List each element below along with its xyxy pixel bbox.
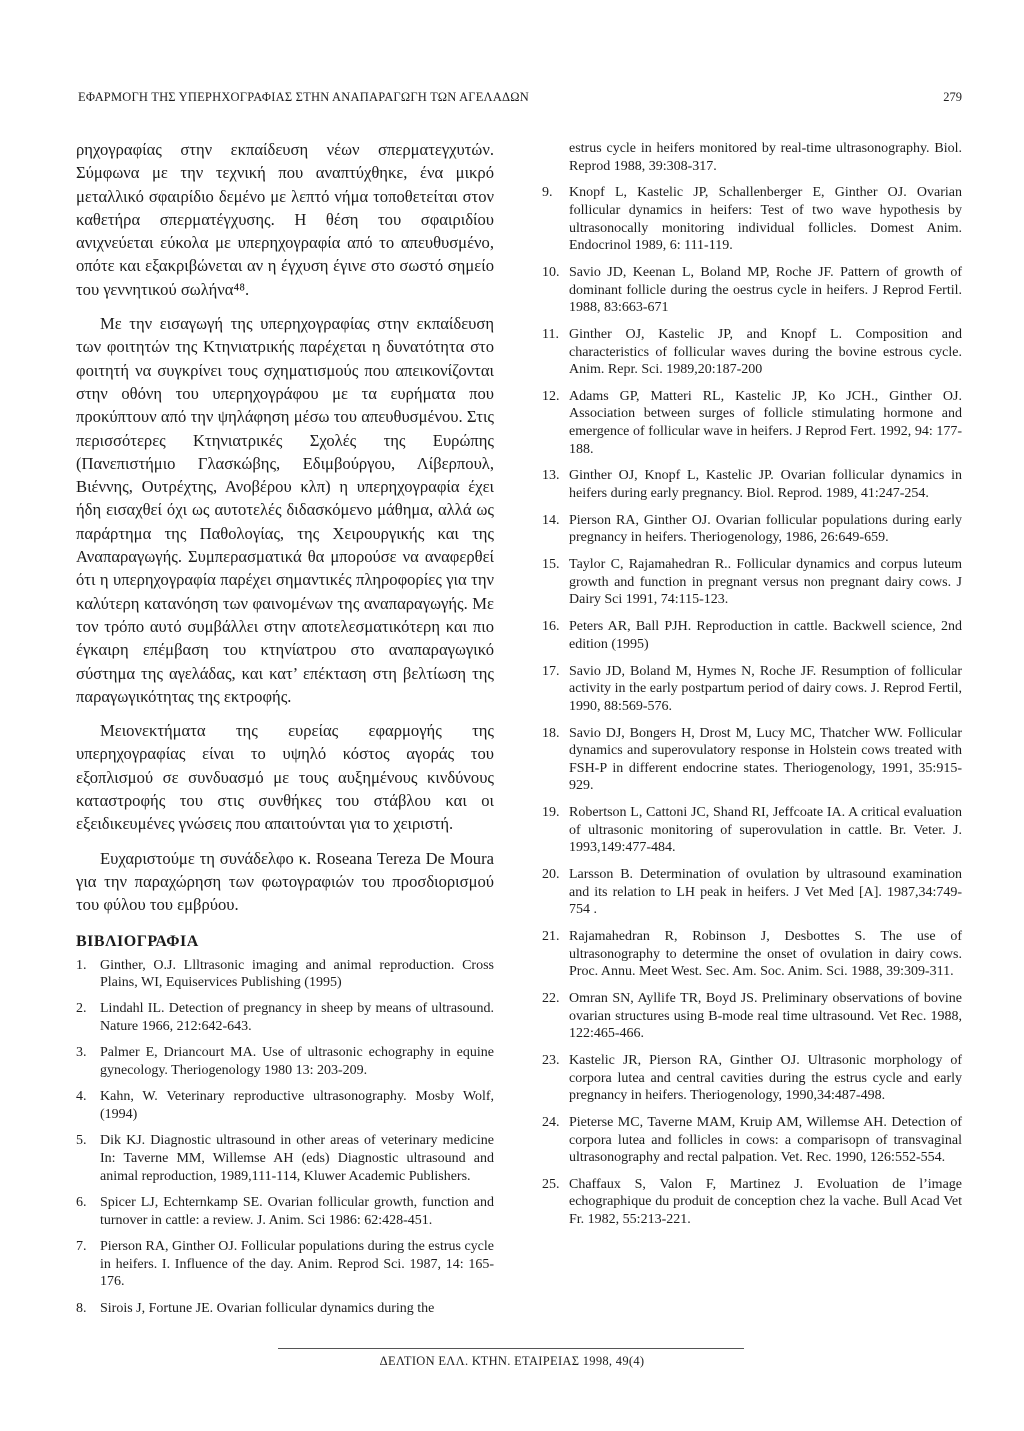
reference-text: Sirois J, Fortune JE. Ovarian follicular dynamics during the bbox=[100, 1300, 435, 1316]
right-column bbox=[542, 140, 962, 1238]
reference-number: 21. bbox=[542, 929, 560, 944]
reference-text: Omran SN, Ayllife TR, Boyd JS. Preliminary observations of bovine ovarian structures using B-mode real time ultrasound. Vet Rec. 1988, 122:465-466. bbox=[569, 990, 962, 1042]
body-paragraph: Ευχαριστούμε τη συνάδελφο κ. Roseana Tereza De Moura για την παραχώρηση των φωτογραφιών του προσδιορισμού του φύλου του εμβρύου. bbox=[76, 848, 494, 915]
page-number: 279 bbox=[943, 90, 962, 104]
reference-item bbox=[569, 140, 962, 175]
reference-text: Peters AR, Ball PJH. Reproduction in cattle. Backwell science, 2nd edition (1995) bbox=[569, 619, 962, 652]
reference-text: Robertson L, Cattoni JC, Shand RI, Jeffcoate IA. A critical evaluation of ultrasonic monitoring of superovulation in cattle. Br. Veter. J. 1993,149:477-484. bbox=[569, 805, 962, 856]
reference-item bbox=[542, 326, 962, 379]
running-header-title: ΕΦΑΡΜΟΓΗ ΤΗΣ ΥΠΕΡΗΧΟΓΡΑΦΙΑΣ ΣΤΗΝ ΑΝΑΠΑΡΑΓΩΓΗ ΤΩΝ ΑΓΕΛΑΔΩΝ bbox=[78, 90, 529, 104]
journal-footer: ΔΕΛΤΙΟΝ ΕΛΛ. ΚΤΗΝ. ΕΤΑΙΡΕΙΑΣ 1998, 49(4) bbox=[379, 1354, 645, 1368]
reference-text: Taylor C, Rajamahedran R.. Follicular dynamics and corpus luteum growth and function in pregnant versus non pregnant dairy cows. J Dairy Sci 1991, 74:115-123. bbox=[569, 557, 962, 608]
reference-text: Lindahl IL. Detection of pregnancy in sheep by means of ultrasound. Nature 1966, 212:642-643. bbox=[100, 1001, 494, 1035]
reference-item bbox=[542, 264, 962, 317]
reference-text: Kastelic JR, Pierson RA, Ginther OJ. Ultrasonic morphology of corpora lutea and central cavities during the estrus cycle and early pregnancy in heifers. Theriogenology, 1990,34:487-498. bbox=[569, 1052, 962, 1104]
reference-text: Pierson RA, Ginther OJ. Ovarian follicular populations during early pregnancy in heifers. Theriogenology, 1986, 26:649-659. bbox=[569, 512, 962, 546]
reference-number: 15. bbox=[542, 557, 560, 573]
reference-number: 10. bbox=[542, 264, 560, 280]
reference-item bbox=[76, 1300, 494, 1318]
running-header bbox=[78, 90, 962, 114]
reference-number: 2. bbox=[76, 1001, 87, 1017]
reference-number: 16. bbox=[542, 619, 560, 635]
reference-number: 6. bbox=[76, 1195, 87, 1211]
left-column bbox=[76, 138, 494, 1326]
reference-text: Pieterse MC, Taverne MAM, Kruip AM, Willemse AH. Detection of corpora lutea and follicles in cows: a comparisopn of transvaginal ultrasonography and rectal palpation. Vet. Rec. 1990, 126:552-554. bbox=[569, 1114, 962, 1166]
reference-text: Adams GP, Matteri RL, Kastelic JP, Ko JCH., Ginther OJ. Association between surges of follicle stimulating hormone and emergence of follicular wave in heifers. J Reprod Fert. 1992, 94: 177-188. bbox=[569, 388, 962, 457]
reference-number: 25. bbox=[542, 1176, 560, 1192]
reference-item bbox=[542, 866, 962, 919]
body-paragraph: ρηχογραφίας στην εκπαίδευση νέων σπερματεγχυτών. Σύμφωνα με την τεχνική που αναπτύχθηκε, ένα μικρό μεταλλικό σφαιρίδιο δεμένο με λεπτό νήμα τοποθετείται στον καθετήρα σπερματέγχυσης. Η θέση του σφαιριδίου ανιχνεύεται εύκολα με υπερηχογραφία από το απευθυσμένο, οπότε και εξακριβώνεται αν η έγχυση έγινε στο σωστό σημείο του γεννητικού σωλήνα⁴⁸. bbox=[76, 140, 494, 299]
reference-number: 11. bbox=[542, 326, 559, 342]
reference-item bbox=[542, 663, 962, 716]
reference-item bbox=[542, 618, 962, 653]
reference-item bbox=[542, 467, 962, 502]
reference-number: 7. bbox=[76, 1239, 87, 1254]
reference-text: estrus cycle in heifers monitored by real-time ultrasonography. Biol. Reprod 1988, 39:308-317. bbox=[569, 141, 962, 174]
reference-text: Rajamahedran R, Robinson J, Desbottes S. The use of ultrasonography to determine the onset of ovulation in dairy cows. Proc. Annu. Meet West. Sec. Am. Soc. Anim. Sci. 1988, 39:309-311. bbox=[569, 929, 962, 980]
reference-item bbox=[76, 1044, 494, 1079]
reference-item bbox=[542, 1176, 962, 1229]
reference-text: Chaffaux S, Valon F, Martinez J. Evoluation de l’image echographique du produit de conception chez la vache. Bull Acad Vet Fr. 1982, 55:213-221. bbox=[569, 1176, 962, 1228]
reference-item bbox=[542, 990, 962, 1043]
reference-text: Ginther OJ, Knopf L, Kastelic JP. Ovarian follicular dynamics in heifers during early pregnancy. Biol. Reprod. 1989, 41:247-254. bbox=[569, 468, 962, 502]
reference-text: Larsson B. Determination of ovulation by ultrasound examination and its relation to LH peak in heifers. J Vet Med [A]. 1987,34:749-754 . bbox=[569, 867, 962, 918]
reference-text: Ginther OJ, Kastelic JP, and Knopf L. Composition and characteristics of follicular waves during the bovine estrous cycle. Anim. Repr. Sci. 1989,20:187-200 bbox=[569, 326, 962, 378]
bibliography-heading: ΒΙΒΛΙΟΓΡΑΦΙΑ bbox=[76, 932, 199, 950]
reference-number: 19. bbox=[542, 805, 560, 821]
reference-item bbox=[76, 1238, 494, 1291]
reference-number: 1. bbox=[76, 957, 87, 973]
reference-number: 24. bbox=[542, 1114, 560, 1130]
reference-item bbox=[76, 1194, 494, 1229]
reference-number: 18. bbox=[542, 725, 560, 741]
reference-text: Savio DJ, Bongers H, Drost M, Lucy MC, Thatcher WW. Follicular dynamics and superovulatory response in Holstein cows treated with FSH-P in different endocrine states. Theriogenology, 1991, 35:915-929. bbox=[569, 725, 962, 794]
reference-number: 22. bbox=[542, 990, 560, 1006]
reference-item bbox=[542, 388, 962, 458]
reference-item bbox=[542, 1052, 962, 1105]
reference-item bbox=[542, 804, 962, 857]
reference-number: 20. bbox=[542, 867, 560, 883]
reference-number: 4. bbox=[76, 1089, 87, 1105]
reference-item bbox=[542, 512, 962, 547]
reference-item bbox=[542, 556, 962, 609]
reference-item bbox=[76, 1088, 494, 1123]
reference-number: 23. bbox=[542, 1052, 560, 1068]
reference-number: 5. bbox=[76, 1133, 87, 1149]
reference-number: 9. bbox=[542, 185, 553, 201]
reference-text: Savio JD, Keenan L, Boland MP, Roche JF. Pattern of growth of dominant follicle during the oestrus cycle in heifers. J Reprod Fertil. 1988, 83:663-671 bbox=[569, 264, 962, 316]
body-paragraph: Μειονεκτήματα της ευρείας εφαρμογής της υπερηχογραφίας είναι το υψηλό κόστος αγοράς του εξοπλισμού σε συνδυασμό με τους αυξημένους κινδύνους καταστροφής του στις συνθήκες του στάβλου και οι εξειδικευμένες γνώσεις που απαιτούνται για το χειριστή. bbox=[76, 721, 494, 834]
reference-item bbox=[76, 957, 494, 992]
reference-item bbox=[542, 928, 962, 981]
reference-text: Kahn, W. Veterinary reproductive ultrasonography. Mosby Wolf, (1994) bbox=[100, 1089, 494, 1123]
reference-number: 8. bbox=[76, 1300, 87, 1316]
footer-divider bbox=[278, 1348, 744, 1349]
reference-number: 14. bbox=[542, 512, 560, 528]
reference-item bbox=[76, 1000, 494, 1035]
reference-item bbox=[76, 1132, 494, 1185]
reference-text: Pierson RA, Ginther OJ. Follicular populations during the estrus cycle in heifers. I. Influence of the day. Anim. Reprod Sci. 1987, 14: 165-176. bbox=[100, 1239, 494, 1290]
reference-text: Dik KJ. Diagnostic ultrasound in other areas of veterinary medicine In: Taverne MM, Willemse AH (eds) Diagnostic ultrasound and animal reproduction, 1989,111-114, Kluwer Academic Publishers. bbox=[100, 1133, 494, 1184]
reference-item bbox=[542, 1114, 962, 1167]
reference-number: 3. bbox=[76, 1045, 87, 1061]
body-paragraph: Με την εισαγωγή της υπερηχογραφίας στην εκπαίδευση των φοιτητών της Κτηνιατρικής παρέχεται η δυνατότητα στο φοιτητή να συγκρίνει τους σχηματισμούς που απεικονίζονται στην οθόνη του υπερηχογράφου με τα ευρήματα που προκύπτουν από την ψηλάφηση μέσω του απευθυσμένου. Στις περισσότερες Κτηνιατρικές Σχολές της Ευρώπης (Πανεπιστήμιο Γλασκώβης, Εδιμβούργου, Λίβερπουλ, Βιέννης, Ουτρέχτης, Ανοβέρου κλπ) η υπερηχογραφία έχει ήδη εισαχθεί όχι ως αυτοτελές διδασκόμενο μάθημα, αλλά ως παράρτημα της Παθολογίας, της Χειρουργικής και της Αναπαραγωγής. Συμπερασματικά θα μπορούσε να αναφερθεί ότι η υπερηχογραφία παρέχει σημαντικές πληροφορίες για την καλύτερη κατανόηση των φαινομένων της αναπαραγωγής. Με τον τρόπο αυτό συμβάλλει στην αποτελεσματικότερη και πιο έγκαιρη επέμβαση του κτηνίατρου στο αναπαραγωγικό σύστημα της αγελάδας, και κατ’ επέκταση στη βελτίωση της παραγωγικότητας της εκτροφής. bbox=[76, 314, 494, 706]
reference-text: Savio JD, Boland M, Hymes N, Roche JF. Resumption of follicular activity in the early postpartum period of dairy cows. J. Reprod Fertil, 1990, 88:569-576. bbox=[569, 663, 962, 714]
reference-item bbox=[542, 184, 962, 254]
reference-item bbox=[542, 725, 962, 795]
reference-number: 12. bbox=[542, 388, 560, 404]
reference-number: 13. bbox=[542, 468, 560, 484]
reference-number: 17. bbox=[542, 663, 560, 679]
reference-text: Spicer LJ, Echternkamp SE. Ovarian follicular growth, function and turnover in cattle: a review. J. Anim. Sci 1986: 62:428-451. bbox=[100, 1195, 494, 1228]
reference-text: Knopf L, Kastelic JP, Schallenberger E, Ginther OJ. Ovarian follicular dynamics in heifers: Test of two wave hypothesis by ultrasonocally monitoring individual follicles. Domest Anim. Endocrinol 1989, 6: 111-119. bbox=[569, 185, 962, 254]
reference-text: Ginther, O.J. Llltrasonic imaging and animal reproduction. Cross Plains, WI, Equiservices Publishing (1995) bbox=[100, 957, 494, 991]
reference-text: Palmer E, Driancourt MA. Use of ultrasonic echography in equine gynecology. Theriogenology 1980 13: 203-209. bbox=[100, 1045, 494, 1079]
